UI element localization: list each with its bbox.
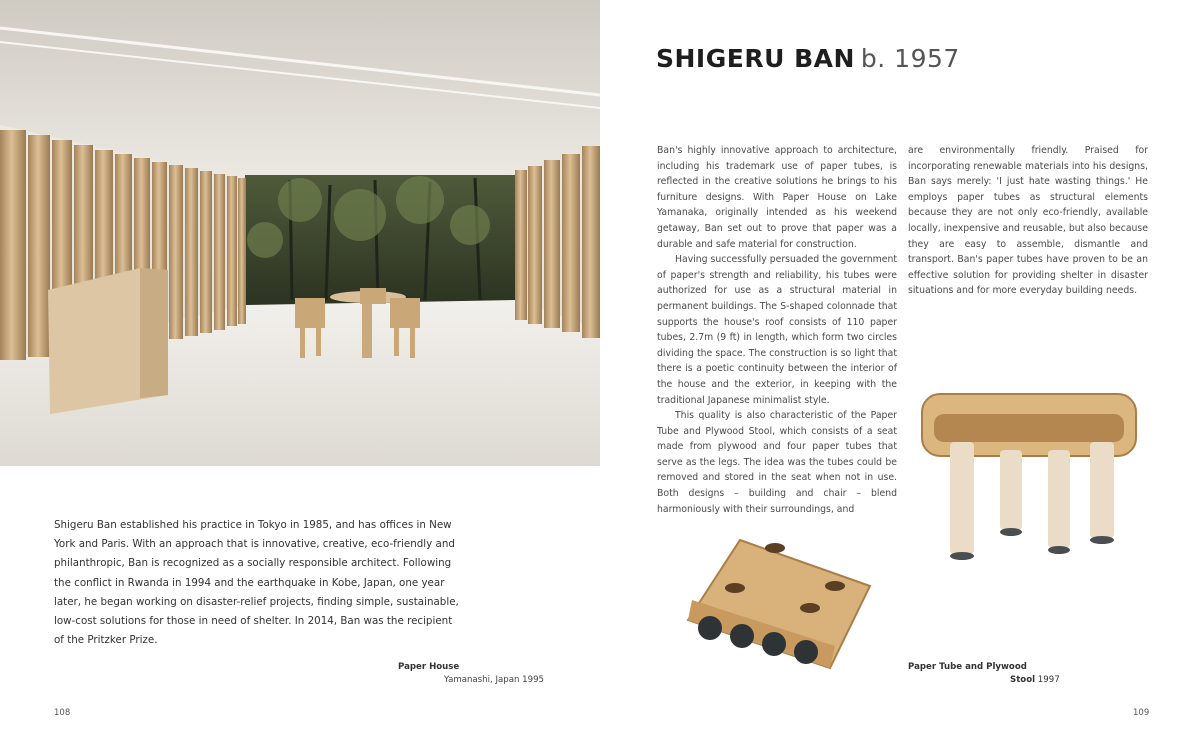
stool-flat-illustration (680, 528, 875, 678)
caption-stool (908, 661, 1068, 687)
caption-title-cont: Stool (1010, 675, 1036, 685)
caption-detail: Yamanashi, Japan 1995 (444, 675, 545, 685)
page-title (656, 44, 960, 73)
paragraph: are environmentally friendly. Praised for incorporating renewable materials into his designs, Ban says merely: 'I just hate wasting things.' He employs paper tubes as structural elements because they are not only eco-friendly, available locally, inexpensive and reusable, but also because they are easy to assemble, dismantle and transport. Ban's paper tubes have proven to be an effective solution for providing shelter in disaster situations and for more everyday building needs. (908, 145, 1148, 297)
caption-paper-house (398, 661, 558, 687)
article-column-1 (657, 143, 897, 517)
intro-paragraph: Shigeru Ban established his practice in Tokyo in 1985, and has offices in New York and Paris. With an approach that is innovative, creative, eco-friendly and philanthropic, Ban is recognized as a socially responsible architect. Following the conflict in Rwanda in 1994 and the earthquake in Kobe, Japan, one year later, he began working on disaster-relief projects, finding simple, sustainable, low-cost solutions for those in need of shelter. In 2014, Ban was the recipient of the Pritzker Prize. (54, 519, 459, 647)
architect-name: SHIGERU BAN (656, 44, 855, 73)
caption-title: Paper House (398, 662, 460, 672)
paper-house-photo (0, 0, 600, 466)
article-column-2 (908, 143, 1148, 299)
paragraph: This quality is also characteristic of the Paper Tube and Plywood Stool, which consists of a seat made from plywood and four paper tubes that serve as the legs. The idea was the tubes could be removed and stored in the seat when not in use. Both designs – building and chair – blend harmoniously with their surroundings, and (657, 410, 897, 515)
page-number-right: 109 (1133, 708, 1150, 718)
paper-house-illustration (0, 0, 600, 466)
page-number-left: 108 (54, 708, 71, 718)
caption-title: Paper Tube and Plywood (908, 662, 1027, 672)
stool-standing-illustration (918, 392, 1140, 592)
paragraph: Having successfully persuaded the government of paper's strength and reliability, his tubes were authorized for use as a structural material in permanent buildings. The S-shaped colonnade that supports the house's roof consists of 110 paper tubes, 2.7m (9 ft) in length, which form two circles dividing the space. The construction is so light that there is a poetic continuity between the interior of the house and the exterior, in keeping with the traditional Japanese minimalist style. (657, 254, 897, 406)
caption-year: 1997 (1037, 675, 1060, 685)
paragraph: Ban's highly innovative approach to architecture, including his trademark use of paper tubes, is reflected in the creative solutions he brings to his furniture designs. With Paper House on Lake Yamanaka, originally intended as his weekend getaway, Ban set out to prove that paper was a durable and safe material for construction. (657, 145, 897, 250)
birth-year: b. 1957 (860, 44, 960, 73)
